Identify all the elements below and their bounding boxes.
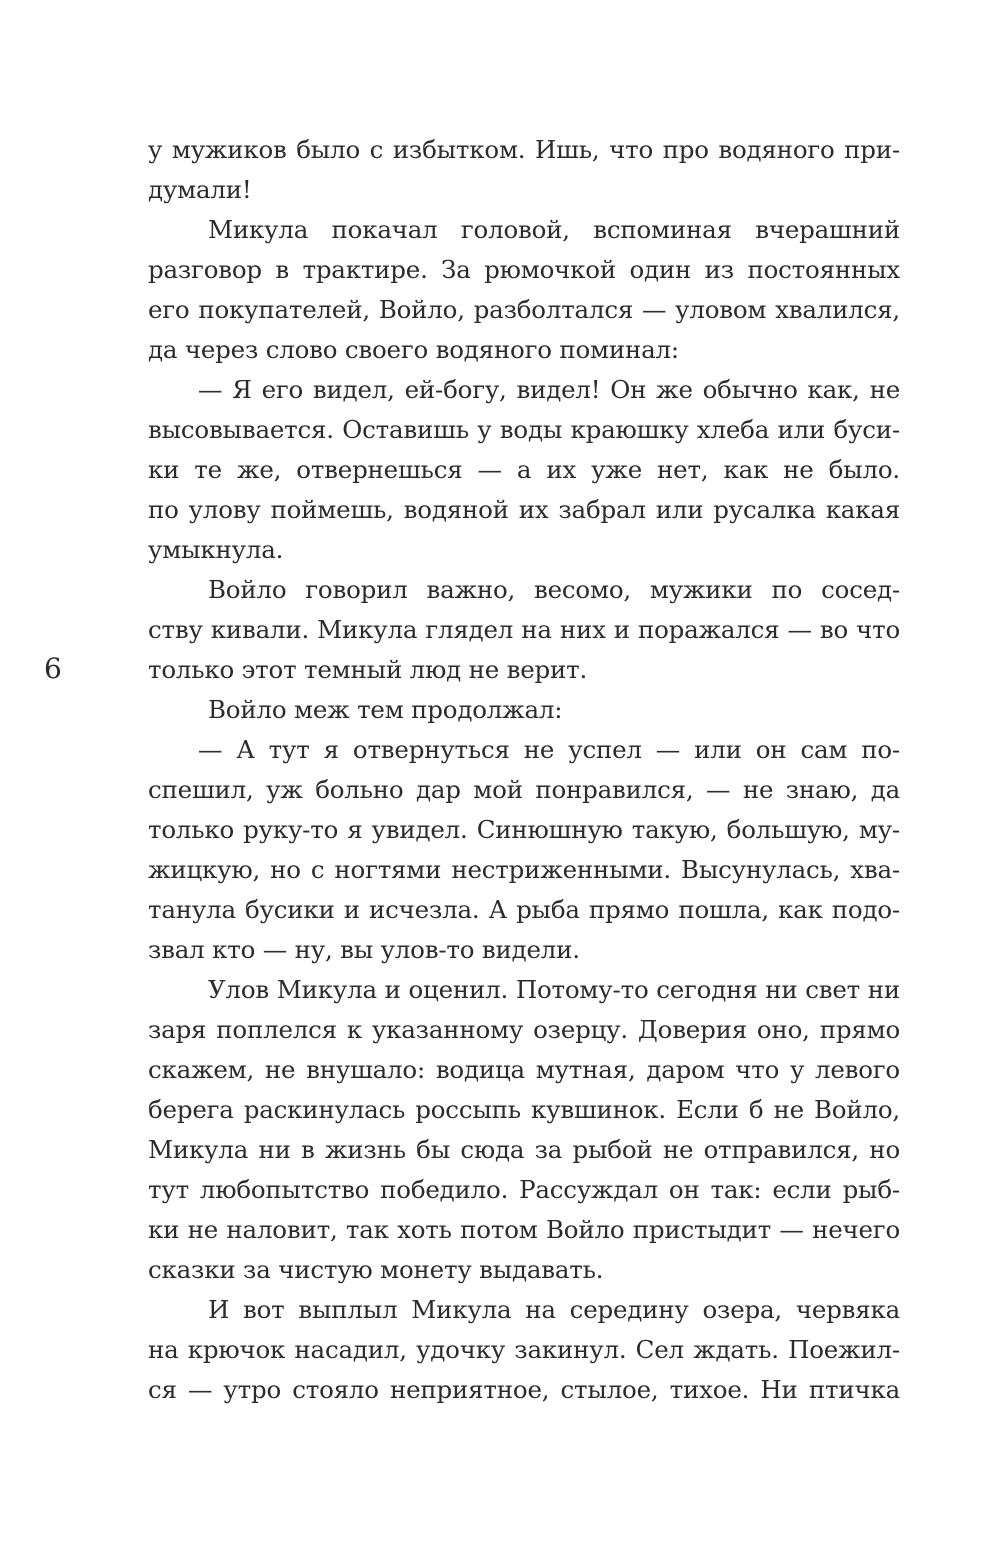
text-line: умыкнула. <box>148 535 284 564</box>
paragraph-first-line: Войло говорил важно, весомо, мужики по сосед- <box>208 575 900 604</box>
text-line: да через слово своего водяного поминал: <box>148 335 679 364</box>
text-line: берега раскинулась россыпь кувшинок. Если б не Войло, <box>148 1095 900 1124</box>
text-line: ки не наловит, так хоть потом Войло пристыдит — нечего <box>148 1215 900 1244</box>
text-line: скажем, не внушало: водица мутная, даром что у левого <box>148 1055 900 1084</box>
body-text <box>148 130 900 1410</box>
paragraph-first-line: И вот выплыл Микула на середину озера, червяка <box>208 1295 900 1324</box>
dialogue-first-line: — Я его видел, ей-богу, видел! Он же обычно как, не <box>198 375 900 404</box>
text-line: тут любопытство победило. Рассуждал он так: если рыб- <box>148 1175 900 1204</box>
text-line: только этот темный люд не верит. <box>148 655 588 684</box>
text-line: высовывается. Оставишь у воды краюшку хлеба или буси- <box>148 415 900 444</box>
text-line: Микула ни в жизнь бы сюда за рыбой не отправился, но <box>148 1135 900 1164</box>
text-line: по улову поймешь, водяной их забрал или русалка какая <box>148 495 900 524</box>
text-line: ки те же, отвернешься — а их уже нет, как не было. <box>148 455 900 484</box>
text-line: думали! <box>148 175 252 204</box>
text-line: заря поплелся к указанному озерцу. Доверия оно, прямо <box>148 1015 900 1044</box>
text-line: сказки за чистую монету выдавать. <box>148 1255 604 1284</box>
text-line: только руку-то я увидел. Синюшную такую, большую, му- <box>148 815 900 844</box>
text-line: разговор в трактире. За рюмочкой один из постоянных <box>148 255 900 284</box>
text-line: ству кивали. Микула глядел на них и поражался — во что <box>148 615 900 644</box>
text-line: жицкую, но с ногтями нестриженными. Высунулась, хва- <box>148 855 900 884</box>
paragraph-first-line: Микула покачал головой, вспоминая вчерашний <box>208 215 900 244</box>
text-line: ся — утро стояло неприятное, стылое, тихое. Ни птичка <box>148 1375 900 1404</box>
text-line: танула бусики и исчезла. А рыба прямо пошла, как подо- <box>148 895 900 924</box>
dialogue-first-line: — А тут я отвернуться не успел — или он сам по- <box>198 735 900 764</box>
page-number: 6 <box>44 652 62 685</box>
paragraph-first-line: Войло меж тем продолжал: <box>208 695 563 724</box>
text-line: его покупателей, Войло, разболтался — уловом хвалился, <box>148 295 900 324</box>
paragraph-first-line: Улов Микула и оценил. Потому-то сегодня ни свет ни <box>208 975 900 1004</box>
text-line: на крючок насадил, удочку закинул. Сел ждать. Поежил- <box>148 1335 900 1364</box>
text-line: звал кто — ну, вы улов-то видели. <box>148 935 580 964</box>
text-line: у мужиков было с избытком. Ишь, что про водяного при- <box>148 135 900 164</box>
text-line: спешил, уж больно дар мой понравился, — не знаю, да <box>148 775 900 804</box>
